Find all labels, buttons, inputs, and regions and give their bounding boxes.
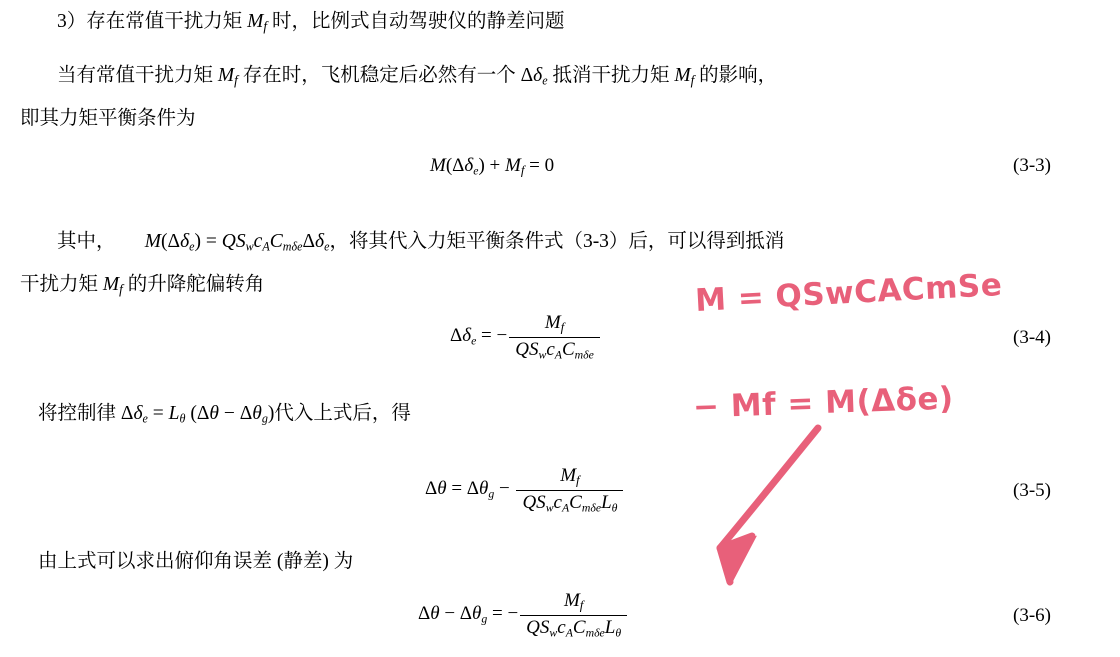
equation-3-6-body: Δθ − Δθg = − $\frac{M_f}{\text{QSwcACmδeLθ}}$ — [418, 603, 629, 624]
paragraph-2-line-1-text: 当有常值干扰力矩 $M_f$ 存在时，飞机稳定后必然有一个 Δδe 抵消干扰力矩 $M_f$ 的影响， — [57, 65, 778, 88]
paragraph-3-line-2-text: 干扰力矩 $M_f$ 的升降舵偏转角 — [20, 274, 265, 297]
equation-3-3-body: $M(\Delta\delta e) + M_f = 0$ — [430, 155, 555, 178]
handwritten-arrow-icon — [660, 420, 860, 620]
paragraph-5-text: 由上式可以求出俯仰角误差 (静差) 为 — [38, 551, 354, 572]
paragraph-1 — [57, 8, 564, 36]
equation-3-4 — [450, 312, 602, 362]
paragraph-3-line-1-text: 其中， M(Δδe) = QSwcACmδeΔδe，将其代入力矩平衡条件式（3-3）后，可以得到抵消 — [57, 231, 785, 254]
paragraph-2-line-2 — [20, 105, 196, 133]
handwritten-note-2: − Mf = M(Δδe) — [692, 380, 955, 426]
paragraph-4-text: 将控制律 Δδe = Lθ (Δθ − Δθg)代入上式后，得 — [38, 403, 411, 426]
equation-3-5-body: Δθ = Δθg − $\frac{M_f}{\text{QSwcACmδeLθ}}$ — [425, 478, 625, 499]
paragraph-4 — [38, 400, 411, 428]
equation-3-6 — [418, 590, 629, 640]
equation-3-3 — [430, 155, 554, 179]
paragraph-3-line-2 — [20, 271, 264, 299]
paragraph-3-line-1 — [57, 228, 784, 256]
equation-3-5-number: (3-5) — [1013, 480, 1051, 501]
equation-3-4-number: (3-4) — [1013, 327, 1051, 348]
handwritten-note-1: M = QSwCACmSe — [694, 266, 1004, 320]
equation-3-5 — [425, 465, 625, 515]
paragraph-2-line-1 — [57, 62, 777, 90]
equation-3-6-number: (3-6) — [1013, 605, 1051, 626]
paragraph-1-text: 3）存在常值干扰力矩 $M_f$ 时，比例式自动驾驶仪的静差问题 — [57, 11, 565, 34]
paragraph-5 — [38, 548, 353, 576]
equation-3-3-number: (3-3) — [1013, 155, 1051, 176]
paragraph-2-line-2-text: 即其力矩平衡条件为 — [20, 108, 196, 129]
equation-3-4-body: Δδe = − $\frac{M_f}{\text{QSwcACmδe}}$ — [450, 325, 602, 346]
